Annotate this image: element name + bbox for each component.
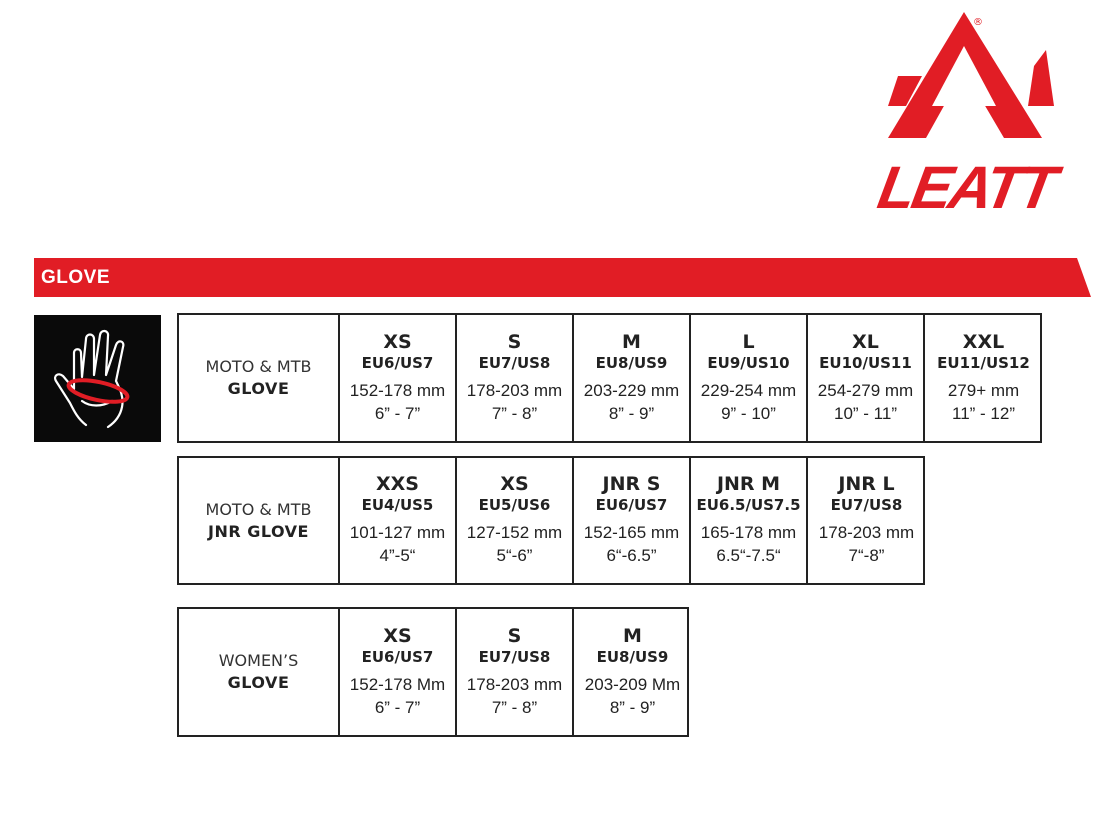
table-label-line2: GLOVE (227, 379, 290, 398)
size-inches: 8” - 9” (608, 403, 655, 423)
hand-illustration (34, 315, 161, 442)
size-eu-us: EU8/US9 (596, 647, 669, 666)
size-name: JNR S (602, 473, 661, 495)
section-title: GLOVE (41, 267, 111, 288)
size-name: XS (500, 473, 529, 495)
size-cell (457, 315, 574, 441)
size-inches: 4”-5“ (379, 546, 416, 565)
size-eu-us: EU10/US11 (819, 353, 912, 372)
size-cell (340, 609, 457, 735)
section-header (34, 258, 1091, 297)
size-inches: 7“-8” (848, 546, 885, 565)
size-inches: 10” - 11” (834, 403, 897, 423)
table-label-line1: WOMEN’S (218, 651, 299, 670)
size-eu-us: EU6/US7 (361, 647, 434, 666)
size-eu-us: EU6/US7 (595, 496, 668, 514)
size-eu-us: EU7/US8 (478, 647, 551, 666)
size-mm: 229-254 mm (700, 380, 797, 400)
size-name: XXS (376, 473, 419, 495)
size-inches: 6“-6.5” (606, 546, 657, 565)
size-inches: 8” - 9” (609, 697, 656, 717)
hand-measure-icon (34, 315, 161, 442)
size-eu-us: EU8/US9 (595, 353, 668, 372)
size-cell (574, 609, 691, 735)
size-eu-us: EU6/US7 (361, 353, 434, 372)
size-mm: 203-229 mm (583, 380, 680, 400)
size-name: M (623, 624, 642, 647)
size-table-moto-mtb-jnr-glove (177, 456, 925, 585)
size-inches: 5“-6” (496, 546, 533, 565)
size-eu-us: EU7/US8 (830, 496, 903, 514)
size-mm: 178-203 mm (466, 380, 563, 400)
size-eu-us: EU11/US12 (937, 353, 1030, 372)
section-bar-shape (34, 258, 1091, 297)
size-mm: 203-209 Mm (584, 674, 681, 694)
size-cell (808, 315, 925, 441)
size-mm: 254-279 mm (817, 380, 914, 400)
table-label (179, 609, 340, 735)
size-cell (691, 458, 808, 583)
size-cell (574, 458, 691, 583)
size-mm: 279+ mm (947, 380, 1020, 400)
size-name: XS (383, 330, 412, 353)
size-cell (457, 458, 574, 583)
size-cell (340, 458, 457, 583)
size-cell (457, 609, 574, 735)
size-table-moto-mtb-glove (177, 313, 1042, 443)
size-mm: 152-165 mm (583, 523, 680, 542)
registered-mark: ® (973, 17, 983, 28)
size-name: XXL (962, 330, 1005, 353)
size-eu-us: EU5/US6 (478, 496, 551, 514)
size-cell (574, 315, 691, 441)
size-name: JNR M (716, 473, 781, 495)
size-name: XL (852, 330, 879, 353)
size-eu-us: EU4/US5 (361, 496, 434, 514)
table-label-line1: MOTO & MTB (205, 357, 312, 376)
size-mm: 178-203 mm (466, 674, 563, 694)
size-table-womens-glove (177, 607, 689, 737)
size-inches: 6.5“-7.5“ (716, 546, 781, 565)
size-eu-us: EU7/US8 (478, 353, 551, 372)
size-cell (691, 315, 808, 441)
brand-wordmark: LEATT (873, 154, 1059, 221)
size-mm: 152-178 Mm (349, 674, 446, 694)
size-name: XS (383, 624, 412, 647)
size-cell (808, 458, 925, 583)
size-name: S (507, 330, 522, 353)
leatt-logo (873, 10, 1059, 225)
size-name: M (622, 330, 641, 353)
size-mm: 127-152 mm (466, 523, 563, 542)
table-label (179, 458, 340, 583)
size-mm: 165-178 mm (700, 523, 797, 542)
size-name: L (742, 330, 755, 353)
size-eu-us: EU6.5/US7.5 (696, 496, 801, 514)
size-cell (925, 315, 1042, 441)
size-inches: 9” - 10” (721, 403, 776, 423)
table-label (179, 315, 340, 441)
size-inches: 6” - 7” (374, 697, 421, 717)
size-inches: 7” - 8” (491, 697, 538, 717)
size-mm: 152-178 mm (349, 380, 446, 400)
size-inches: 7” - 8” (491, 403, 538, 423)
size-cell (340, 315, 457, 441)
table-label-line2: JNR GLOVE (208, 521, 309, 541)
table-label-line1: MOTO & MTB (205, 499, 312, 519)
size-mm: 178-203 mm (818, 523, 915, 542)
size-inches: 11” - 12” (952, 403, 1015, 423)
size-eu-us: EU9/US10 (707, 353, 790, 372)
size-name: S (507, 624, 522, 647)
table-label-line2: GLOVE (227, 673, 290, 692)
size-mm: 101-127 mm (349, 523, 446, 542)
size-inches: 6” - 7” (374, 403, 421, 423)
size-name: JNR L (838, 473, 895, 495)
